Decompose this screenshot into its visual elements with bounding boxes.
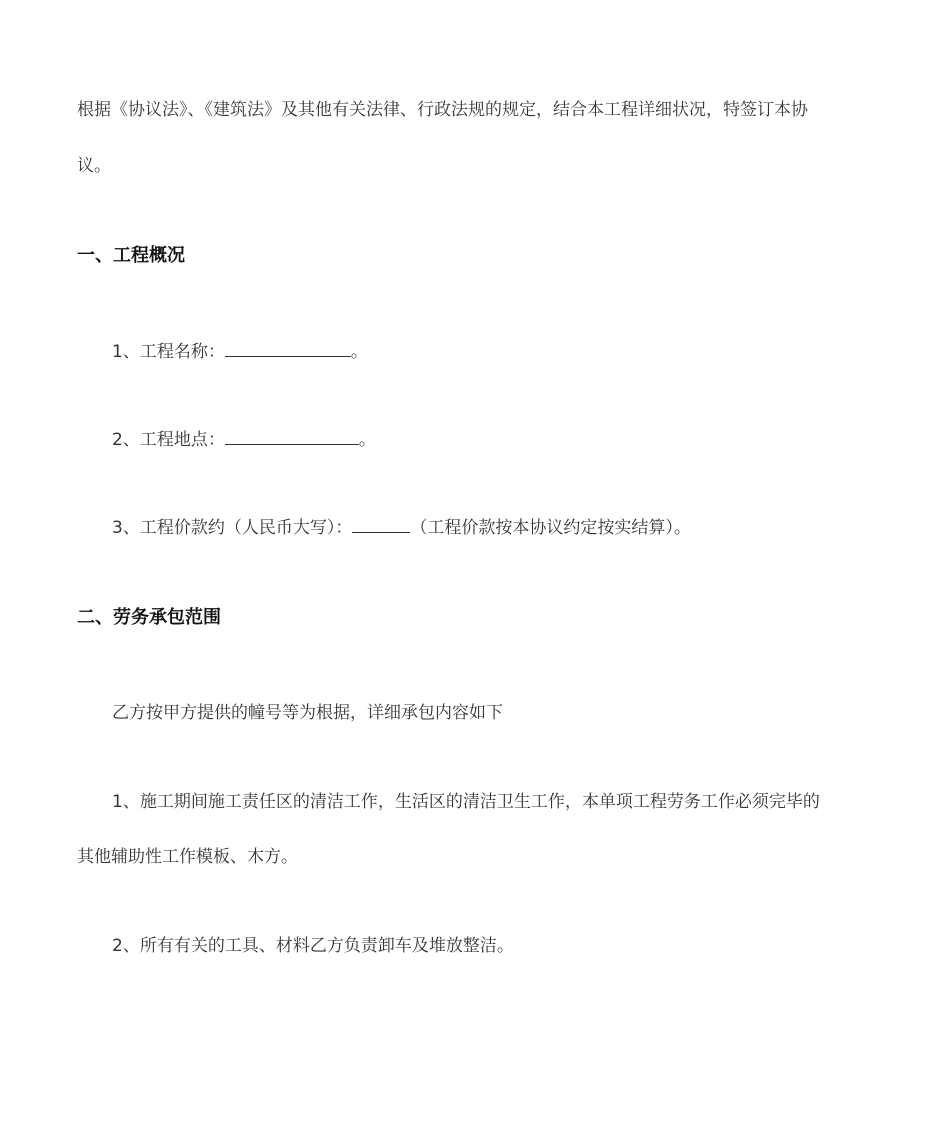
section-2-heading: 二、劳务承包范围 <box>77 607 221 628</box>
project-name-end: 。 <box>350 342 368 362</box>
project-price-label: 3、工程价款约（人民币大写）： <box>112 518 353 538</box>
project-price-line <box>112 515 691 540</box>
project-location-label: 2、工程地点： <box>112 430 225 450</box>
scope-item-1-line-2: 其他辅助性工作模板、木方。 <box>77 847 298 867</box>
project-location-line <box>112 427 376 452</box>
project-price-blank <box>352 515 410 533</box>
project-price-end: （工程价款按本协议约定按实结算）。 <box>410 518 691 538</box>
scope-intro: 乙方按甲方提供的幢号等为根据，详细承包内容如下 <box>112 703 503 723</box>
project-name-line <box>112 339 368 364</box>
scope-item-2: 2、所有有关的工具、材料乙方负责卸车及堆放整洁。 <box>112 936 514 956</box>
project-location-end: 。 <box>358 430 376 450</box>
project-location-blank <box>225 427 359 445</box>
section-1-heading: 一、工程概况 <box>77 245 185 266</box>
project-name-label: 1、工程名称： <box>112 342 225 362</box>
intro-line-2: 议。 <box>77 156 111 176</box>
intro-line-1: 根据《协议法》、《建筑法》及其他有关法律、行政法规的规定，结合本工程详细状况，特签订本协 <box>77 100 808 120</box>
project-name-blank <box>225 339 351 357</box>
scope-item-1-line-1: 1、施工期间施工责任区的清洁工作，生活区的清洁卫生工作，本单项工程劳务工作必须完毕的 <box>112 792 820 812</box>
